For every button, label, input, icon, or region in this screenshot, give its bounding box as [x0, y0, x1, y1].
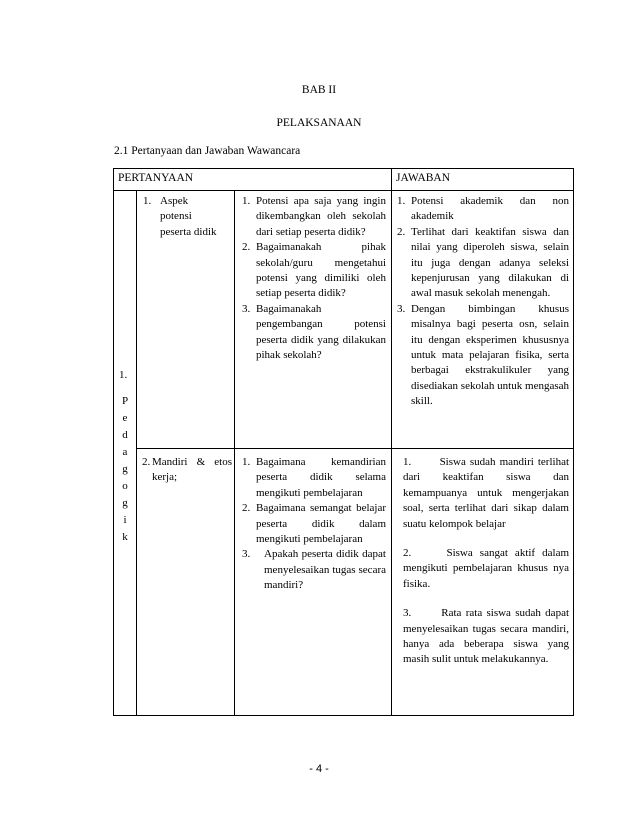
aspect-cell: [143, 194, 231, 240]
answer-item: [403, 606, 569, 668]
answer-text: Siswa sangat aktif dalam mengikuti pembelajaran khusus nya fisika.: [403, 547, 570, 590]
aspect-text: kerja;: [152, 471, 178, 484]
answer-text: Dengan bimbingan khusus misalnya bagi peserta osn, selain itu dengan eksperimen khususnya untuk mata pelajaran fisika, serta berbagai ekstrakulikuler yang disediakan sekolah untuk mengasah skill.: [411, 302, 569, 408]
vertical-letter: o: [122, 480, 128, 492]
aspect-text: Aspek: [160, 195, 189, 207]
chapter-title: PELAKSANAAN: [276, 117, 362, 129]
answer-number: 1.: [403, 456, 412, 468]
answer-item: [397, 225, 569, 302]
question-number: 1.: [242, 195, 251, 207]
aspect-text: potensi: [160, 210, 192, 223]
answers-cell: [403, 455, 569, 668]
question-number: 2.: [242, 241, 251, 254]
answer-number: 2.: [403, 547, 412, 560]
answer-number: 1.: [397, 195, 406, 207]
questions-cell: [242, 194, 386, 363]
question-text: Bagaimana kemandirian peserta didik selama mengikuti pembelajaran: [256, 456, 386, 499]
vertical-letter: k: [122, 531, 128, 543]
question-text: Potensi apa saja yang ingin dikembangkan oleh sekolah dari setiap peserta didik?: [256, 195, 386, 238]
answers-cell: [397, 194, 569, 410]
question-number: 3.: [242, 548, 251, 561]
aspect-text: peserta didik: [160, 225, 217, 238]
aspect-number: 1.: [143, 195, 152, 207]
header-answer: JAWABAN: [396, 172, 451, 184]
section-heading: 2.1 Pertanyaan dan Jawaban Wawancara: [114, 145, 301, 157]
question-item: [242, 455, 386, 501]
vertical-letter: i: [123, 514, 127, 526]
page-number: - 4 -: [309, 763, 329, 775]
answer-number: 3.: [403, 607, 412, 620]
question-number: 2.: [242, 502, 251, 515]
vertical-number: 1.: [119, 369, 128, 381]
question-item: [242, 240, 386, 302]
answer-text: Siswa sudah mandiri terlihat dari keaktifan siswa dan kemampuanya untuk mengerjakan soal, serta terlihat dari sikap dalam suatu kelompok belajar: [403, 456, 570, 530]
aspect-number: 2.: [142, 456, 151, 468]
answer-text: Terlihat dari keaktifan siswa dan nilai yang diperoleh siswa, selain itu juga dengan adanya seleksi kepenjurusan yang dilakukan di awal masuk sekolah menengah.: [411, 225, 569, 300]
question-item: [242, 547, 386, 593]
header-question: PERTANYAAN: [118, 172, 194, 184]
question-item: [242, 501, 386, 547]
answer-item: [403, 546, 569, 592]
question-number: 3.: [242, 302, 251, 315]
aspect-text: Mandiri & etos: [152, 456, 232, 468]
vertical-letter: d: [122, 429, 128, 441]
question-item: [242, 302, 386, 364]
answer-number: 3.: [397, 302, 406, 315]
questions-cell: [242, 455, 386, 594]
vertical-letter: P: [121, 395, 129, 407]
answer-item: [397, 194, 569, 225]
answer-number: 2.: [397, 225, 406, 238]
question-item: [242, 194, 386, 240]
answer-item: [403, 455, 569, 532]
question-text: Bagaimanakah pengembangan potensi peserta didik yang dilakukan pihak sekolah?: [256, 302, 386, 362]
vertical-letter: a: [122, 446, 128, 458]
chapter-heading: BAB II: [301, 84, 337, 96]
answer-text: Rata rata siswa sudah dapat menyelesaikan tugas secara mandiri, hanya ada beberapa siswa yang masih sulit untuk melakukannya.: [403, 607, 570, 666]
answer-text: Potensi akademik dan non akademik: [411, 195, 569, 223]
question-text: Bagaimana semangat belajar peserta didik dalam mengikuti pembelajaran: [256, 502, 386, 546]
vertical-letter: g: [122, 497, 128, 509]
question-text: Bagaimanakah pihak sekolah/guru mengetahui potensi yang dimiliki oleh setiap peserta didik?: [256, 241, 386, 300]
question-number: 1.: [242, 456, 251, 468]
aspect-cell: [142, 455, 232, 486]
answer-item: [397, 302, 569, 410]
question-text: Apakah peserta didik dapat menyelesaikan tugas secara mandiri?: [264, 548, 386, 592]
vertical-letter: e: [122, 412, 128, 424]
vertical-letter: g: [122, 463, 128, 475]
